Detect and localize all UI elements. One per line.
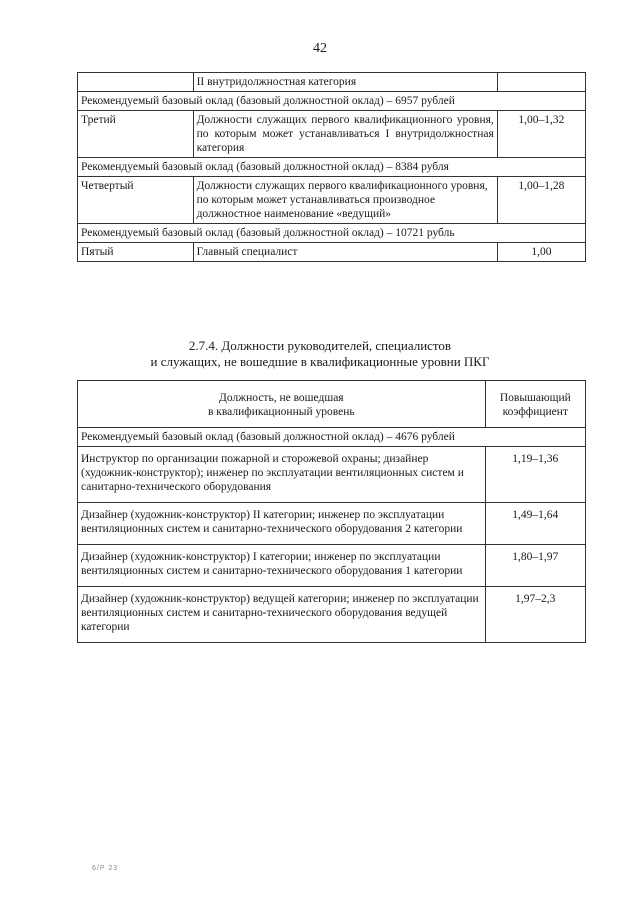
position-cell: Должности служащих первого квалификационного уровня, по которым может устанавливаться производное должностное наименование «ведущий» xyxy=(193,177,497,224)
coefficient-cell: 1,19–1,36 xyxy=(485,447,585,503)
header-line: в квалификационный уровень xyxy=(207,406,355,418)
table-header-row xyxy=(78,381,586,428)
level-cell: Пятый xyxy=(78,243,194,262)
coefficient-cell xyxy=(497,73,585,92)
level-cell xyxy=(78,73,194,92)
section-title-line: 2.7.4. Должности руководителей, специалистов xyxy=(188,338,452,353)
position-cell: Дизайнер (художник-конструктор) I категории; инженер по эксплуатации вентиляционных систем и санитарно-технического оборудования 1 категории xyxy=(78,545,486,587)
position-cell: Дизайнер (художник-конструктор) II категории; инженер по эксплуатации вентиляционных систем и санитарно-технического оборудования 2 категории xyxy=(78,503,486,545)
page-number: 42 xyxy=(313,41,327,56)
salary-table-upper xyxy=(77,72,586,262)
position-cell: Должности служащих первого квалификационного уровня, по которым может устанавливаться I внутридолжностная категория xyxy=(193,111,497,158)
table-row xyxy=(78,73,586,92)
coefficient-column-header xyxy=(485,381,585,428)
base-salary-row xyxy=(78,428,586,447)
base-salary-cell: Рекомендуемый базовый оклад (базовый должностной оклад) – 8384 рубля xyxy=(78,158,586,177)
table-row xyxy=(78,177,586,224)
base-salary-cell: Рекомендуемый базовый оклад (базовый должностной оклад) – 4676 рублей xyxy=(78,428,586,447)
table-row xyxy=(78,243,586,262)
table-row xyxy=(78,503,586,545)
table-row xyxy=(78,545,586,587)
coefficient-cell: 1,97–2,3 xyxy=(485,587,585,643)
table-row xyxy=(78,111,586,158)
position-cell: II внутридолжностная категория xyxy=(193,73,497,92)
base-salary-cell: Рекомендуемый базовый оклад (базовый должностной оклад) – 6957 рублей xyxy=(78,92,586,111)
coefficient-cell: 1,80–1,97 xyxy=(485,545,585,587)
base-salary-row xyxy=(78,158,586,177)
header-line: Должность, не вошедшая xyxy=(219,392,344,404)
table-row xyxy=(78,447,586,503)
level-cell: Четвертый xyxy=(78,177,194,224)
position-column-header xyxy=(78,381,486,428)
salary-table-lower xyxy=(77,380,586,643)
coefficient-cell: 1,00–1,28 xyxy=(497,177,585,224)
header-line: Повышающий xyxy=(499,392,571,404)
coefficient-cell: 1,49–1,64 xyxy=(485,503,585,545)
level-cell: Третий xyxy=(78,111,194,158)
position-cell: Дизайнер (художник-конструктор) ведущей категории; инженер по эксплуатации вентиляционных систем и санитарно-технического оборудования ведущей категории xyxy=(78,587,486,643)
base-salary-row xyxy=(78,224,586,243)
base-salary-cell: Рекомендуемый базовый оклад (базовый должностной оклад) – 10721 рубль xyxy=(78,224,586,243)
header-line: коэффициент xyxy=(502,406,568,418)
position-cell: Инструктор по организации пожарной и сторожевой охраны; дизайнер (художник-конструктор); инженер по эксплуатации вентиляционных систем и санитарно-технического оборудования xyxy=(78,447,486,503)
table-row xyxy=(78,587,586,643)
section-title-line: и служащих, не вошедшие в квалификационные уровни ПКГ xyxy=(150,354,490,369)
base-salary-row xyxy=(78,92,586,111)
coefficient-cell: 1,00 xyxy=(497,243,585,262)
position-cell: Главный специалист xyxy=(193,243,497,262)
footer-mark: 6/P 23 xyxy=(92,865,119,872)
section-title xyxy=(0,338,640,370)
coefficient-cell: 1,00–1,32 xyxy=(497,111,585,158)
